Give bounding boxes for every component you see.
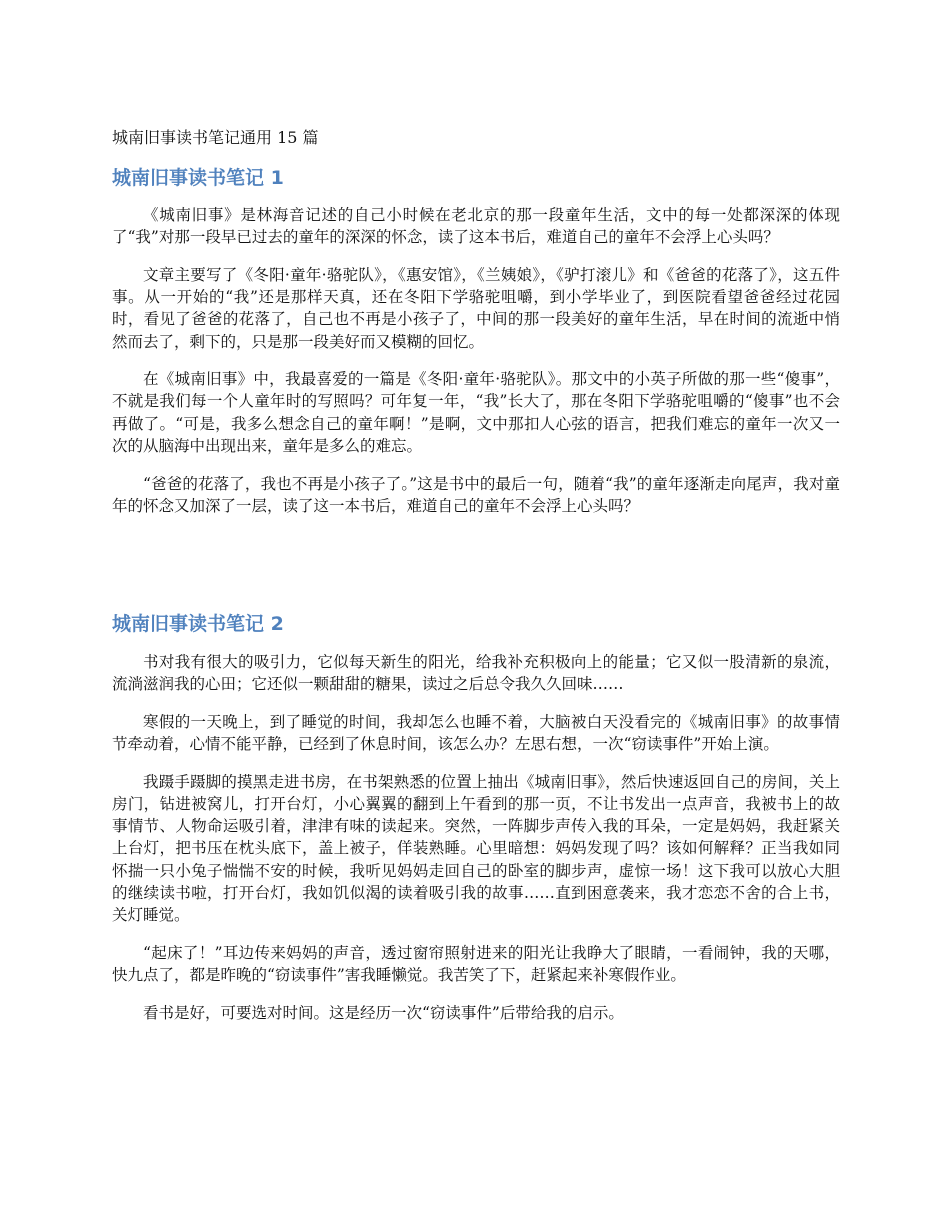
section-body-1 (112, 204, 840, 532)
paragraph: “起床了！”耳边传来妈妈的声音，透过窗帘照射进来的阳光让我睁大了眼睛，一看闹钟，我的天哪，快九点了，都是昨晚的“窃读事件”害我睡懒觉。我苦笑了下，赶紧起来补寒假作业。 (112, 943, 840, 984)
paragraph: 在《城南旧事》中，我最喜爱的一篇是《冬阳·童年·骆驼队》。那文中的小英子所做的那一些“傻事”，不就是我们每一个人童年时的写照吗？可年复一年，“我”长大了，那在冬阳下学骆驼咀嚼的“傻事”也不会再做了。“可是，我多么想念自己的童年啊！”是啊，文中那扣人心弦的语言，把我们难忘的童年一次又一次的从脑海中出现出来，童年是多么的难忘。 (112, 370, 840, 455)
section-heading-2: 城南旧事读书笔记 2 (112, 613, 284, 635)
document-title: 城南旧事读书笔记通用 15 篇 (112, 128, 319, 147)
paragraph: “爸爸的花落了，我也不再是小孩子了。”这是书中的最后一句，随着“我”的童年逐渐走向尾声，我对童年的怀念又加深了一层，读了这一本书后，难道自己的童年不会浮上心头吗？ (112, 474, 840, 515)
section-heading-1: 城南旧事读书笔记 1 (112, 167, 284, 189)
paragraph: 书对我有很大的吸引力，它似每天新生的阳光，给我补充积极向上的能量；它又似一股清新的泉流，流淌滋润我的心田；它还似一颗甜甜的糖果，读过之后总令我久久回味…… (112, 653, 840, 694)
paragraph: 寒假的一天晚上，到了睡觉的时间，我却怎么也睡不着，大脑被白天没看完的《城南旧事》的故事情节牵动着，心情不能平静，已经到了休息时间，该怎么办？左思右想，一次“窃读事件”开始上演。 (112, 712, 840, 754)
paragraph: 《城南旧事》是林海音记述的自己小时候在老北京的那一段童年生活，文中的每一处都深深的体现了“我”对那一段早已过去的童年的深深的怀念，读了这本书后，难道自己的童年不会浮上心头吗？ (112, 206, 840, 247)
paragraph: 看书是好，可要选对时间。这是经历一次“窃读事件”后带给我的启示。 (143, 1003, 624, 1022)
paragraph: 我蹑手蹑脚的摸黑走进书房，在书架熟悉的位置上抽出《城南旧事》，然后快速返回自己的房间，关上房门，钻进被窝儿，打开台灯，小心翼翼的翻到上午看到的那一页，不让书发出一点声音，我被书上的故事情节、人物命运吸引着，津津有味的读起来。突然，一阵脚步声传入我的耳朵，一定是妈妈，我赶紧关上台灯，把书压在枕头底下，盖上被子，佯装熟睡。心里暗想：妈妈发现了吗？该如何解释？正当我如同怀揣一只小兔子惴惴不安的时候，我听见妈妈走回自己的卧室的脚步声，虚惊一场！这下我可以放心大胆的继续读书啦，打开台灯，我如饥似渴的读着吸引我的故事……直到困意袭来，我才恋恋不舍的合上书，关灯睡觉。 (112, 772, 840, 925)
paragraph: 文章主要写了《冬阳·童年·骆驼队》，《惠安馆》，《兰姨娘》，《驴打滚儿》和《爸爸的花落了》，这五件事。从一开始的“我”还是那样天真，还在冬阳下学骆驼咀嚼，到小学毕业了，到医院看望爸爸经过花园时，看见了爸爸的花落了，自己也不再是小孩子了，中间的那一段美好的童年生活，早在时间的流逝中悄然而去了，剩下的，只是那一段美好而又模糊的回忆。 (112, 265, 840, 351)
section-body-2 (112, 651, 840, 1039)
